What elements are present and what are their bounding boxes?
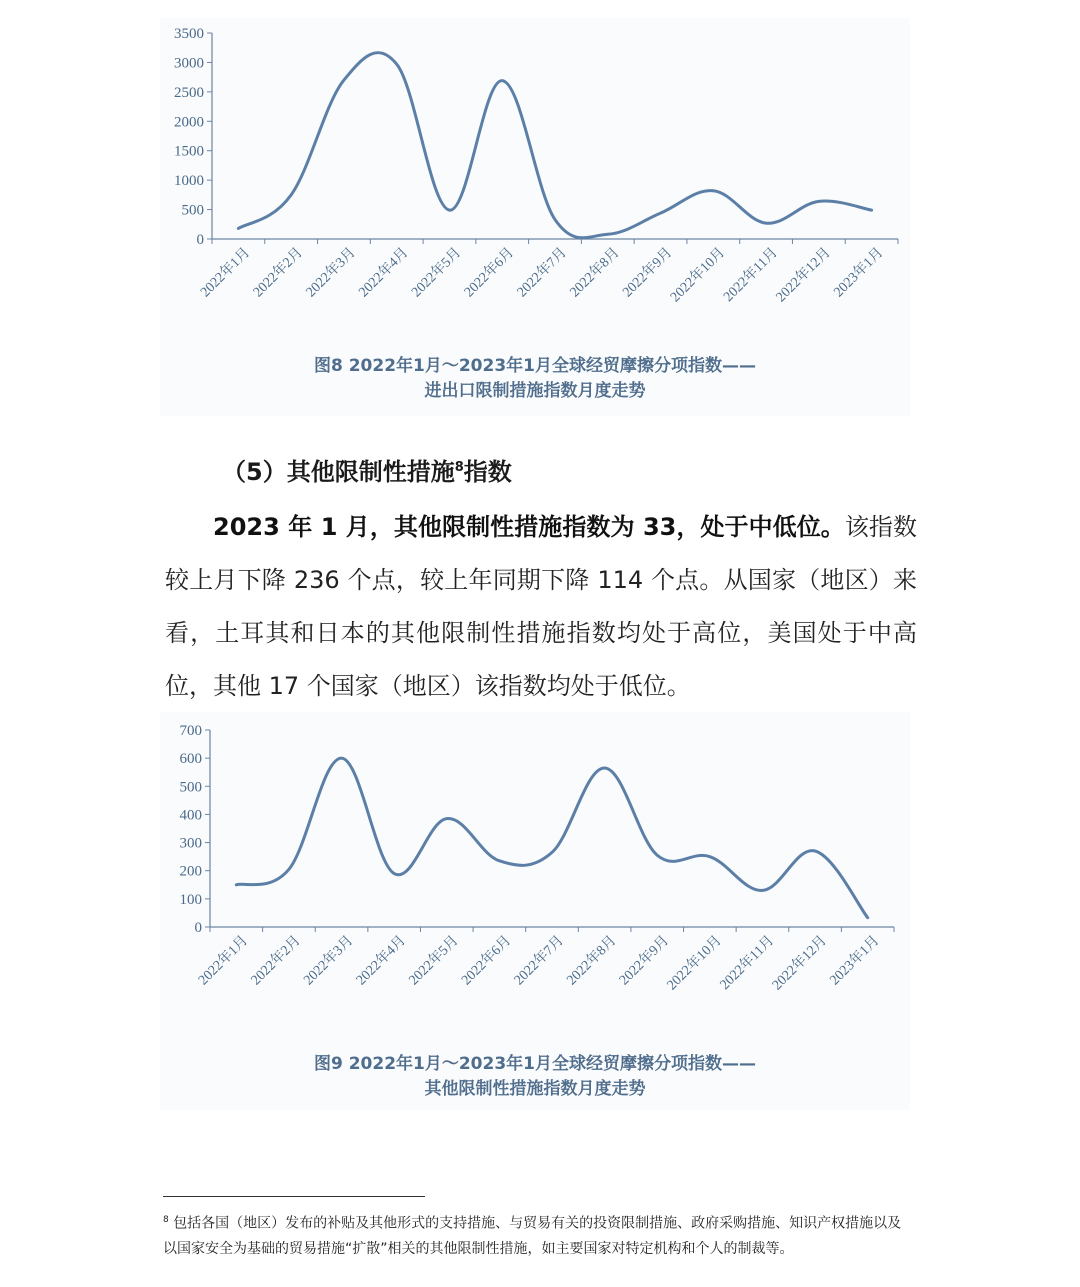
chart-9-y-tick-label: 700 [179, 723, 202, 739]
chart-9-y-tick-label: 600 [179, 751, 202, 768]
chart-8-y-tick-label: 2000 [174, 114, 204, 131]
chart-9-x-tick-label: 2022年8月 [564, 933, 620, 989]
chart-8-x-tick-label: 2022年7月 [514, 245, 570, 301]
chart-9-y-tick-label: 500 [179, 779, 202, 796]
chart-8-y-tick-label: 500 [181, 202, 204, 219]
chart-8-plot [160, 18, 910, 348]
chart-8-x-tick-label: 2022年10月 [668, 245, 729, 306]
chart-8-x-tick-label: 2022年9月 [620, 245, 676, 301]
chart-8-y-tick-label: 1500 [174, 143, 204, 160]
chart-9-series-line [236, 758, 867, 918]
footnote [163, 1208, 915, 1262]
chart-9-caption [160, 1052, 910, 1102]
chart-9-x-tick-label: 2022年9月 [616, 933, 673, 989]
chart-9-plot [160, 712, 910, 1042]
chart-9-x-tick-label: 2022年11月 [717, 933, 778, 993]
chart-9-y-tick-label: 300 [179, 835, 202, 852]
chart-8-y-tick-label: 2500 [174, 84, 204, 101]
chart-8-x-tick-label: 2022年5月 [409, 245, 465, 301]
chart-8-y-tick-label: 3000 [174, 55, 204, 72]
chart-8-x-tick-label: 2022年11月 [721, 245, 781, 305]
chart-8-caption [160, 354, 910, 404]
chart-8-x-tick-label: 2022年1月 [198, 245, 254, 301]
chart-9-caption-line2: 其他限制性措施指数月度走势 [424, 1079, 646, 1099]
chart-8-x-tick-label: 2022年8月 [567, 245, 623, 301]
section-heading-tail: 指数 [463, 458, 512, 486]
chart-9-caption-line1: 图9 2022年1月～2023年1月全球经贸摩擦分项指数—— [313, 1054, 757, 1074]
chart-9-x-tick-label: 2022年10月 [664, 933, 725, 994]
chart-9-x-tick-label: 2022年12月 [769, 933, 830, 994]
chart-8-x-tick-label: 2022年2月 [250, 245, 306, 301]
footnote-text: 包括各国（地区）发布的补贴及其他形式的支持措施、与贸易有关的投资限制措施、政府采购措施、知识产权措施以及以国家安全为基础的贸易措施“扩散”相关的其他限制性措施，如主要国家对特定机构和个人的制裁等。 [163, 1215, 902, 1257]
chart-8-x-tick-label: 2023年1月 [831, 245, 887, 301]
footnote-divider [163, 1196, 425, 1197]
chart-8-x-tick-label: 2022年6月 [461, 245, 518, 301]
chart-9-x-tick-label: 2023年1月 [827, 933, 883, 989]
chart-8-series-line [238, 53, 871, 238]
chart-9-y-tick-label: 400 [179, 807, 202, 824]
chart-figure-8 [160, 18, 910, 416]
chart-9-x-tick-label: 2022年4月 [353, 933, 409, 989]
chart-9-y-tick-label: 200 [179, 863, 202, 880]
footnote-marker: 8 [163, 1215, 169, 1225]
chart-9-x-tick-label: 2022年1月 [195, 933, 252, 989]
chart-8-caption-line2: 进出口限制措施指数月度走势 [424, 381, 646, 401]
chart-8-caption-line1: 图8 2022年1月～2023年1月全球经贸摩擦分项指数—— [313, 356, 757, 376]
chart-8-y-tick-label: 1000 [174, 173, 204, 190]
chart-8-x-tick-label: 2022年12月 [773, 245, 834, 306]
footnote-ref: 8 [454, 460, 464, 475]
chart-8-x-tick-label: 2022年3月 [303, 245, 359, 301]
chart-figure-9 [160, 712, 910, 1110]
chart-8-x-tick-label: 2022年4月 [356, 245, 412, 301]
chart-9-x-tick-label: 2022年3月 [301, 933, 357, 989]
chart-9-x-tick-label: 2022年6月 [459, 933, 515, 989]
section-heading-main: （5）其他限制性措施 [222, 458, 455, 486]
section-heading [222, 452, 512, 487]
chart-8-y-tick-label: 3500 [174, 26, 204, 42]
chart-9-x-tick-label: 2022年2月 [248, 933, 304, 989]
chart-9-x-tick-label: 2022年5月 [406, 933, 462, 989]
chart-8-y-tick-label: 0 [196, 232, 204, 248]
paragraph-bold-lead: 2023 年 1 月，其他限制性措施指数为 33，处于中低位。 [213, 513, 845, 541]
chart-9-x-tick-label: 2022年7月 [511, 933, 567, 989]
paragraph-rest: 该指数较上月下降 236 个点，较上年同期下降 114 个点。从国家（地区）来看，土耳其和日本的其他限制性措施指数均处于高位，美国处于中高位，其他 17 个国家（地区）该指数均处于低位。 [165, 513, 917, 700]
body-paragraph [165, 501, 917, 713]
chart-9-y-tick-label: 0 [194, 920, 202, 936]
chart-9-y-tick-label: 100 [179, 891, 202, 908]
